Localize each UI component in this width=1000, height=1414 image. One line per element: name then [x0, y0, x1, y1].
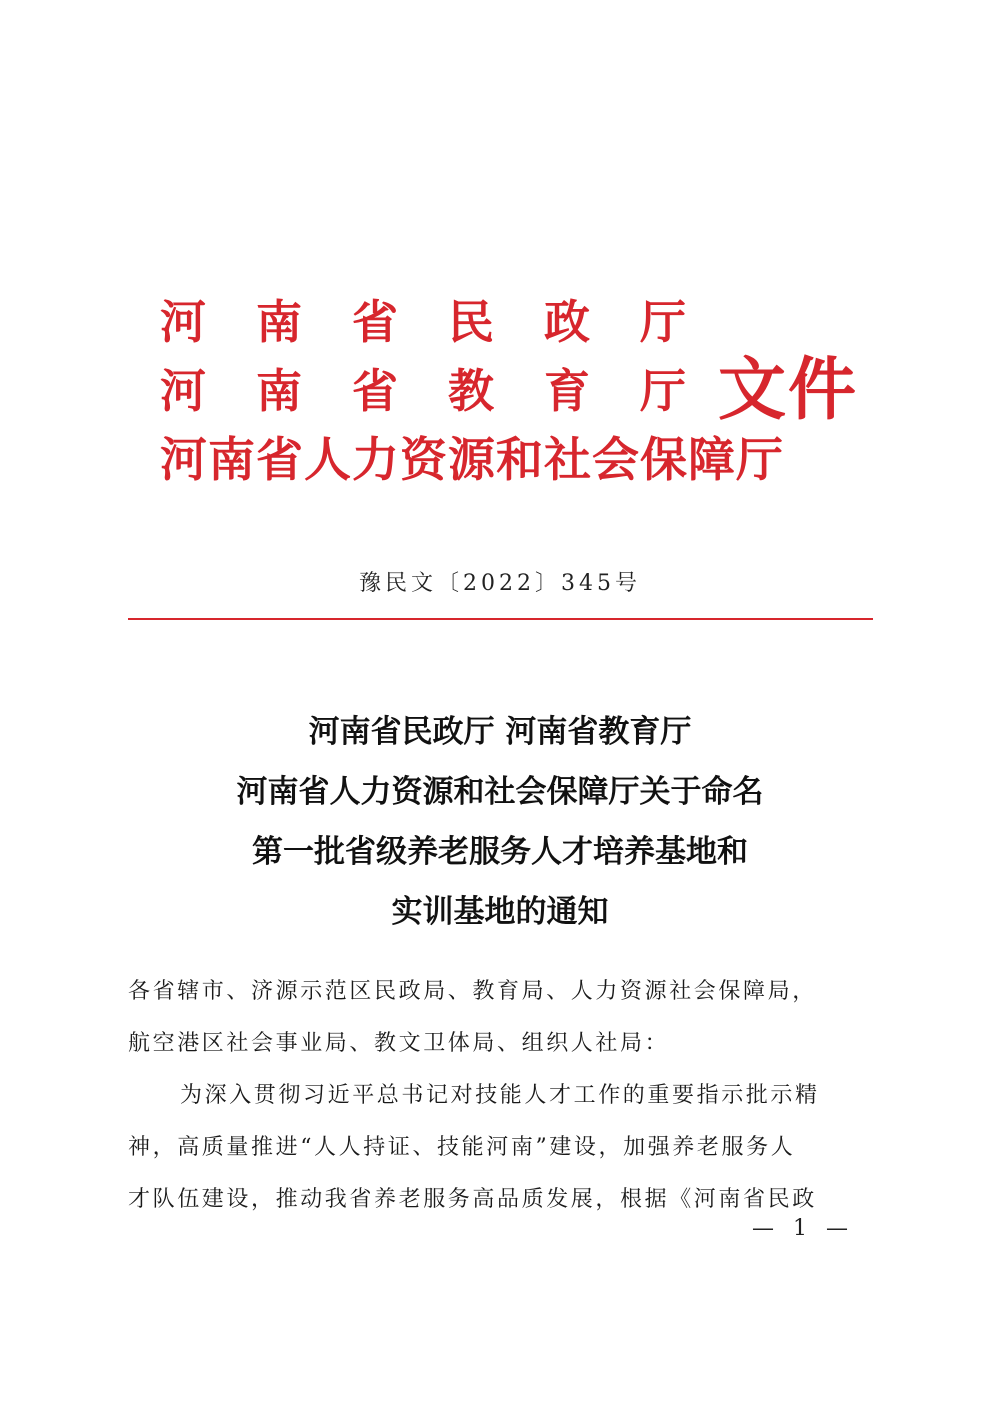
body-line-recipients: 各省辖市、济源示范区民政局、教育局、人力资源社会保障局，	[128, 979, 817, 1004]
body-line-paragraph: 才队伍建设，推动我省养老服务高品质发展，根据《河南省民政	[128, 1187, 817, 1212]
title-line: 河南省人力资源和社会保障厅关于命名	[236, 774, 764, 810]
title-line: 河南省民政厅 河南省教育厅	[308, 714, 692, 750]
document-number: 豫民文〔2022〕345号	[359, 571, 641, 596]
title-line: 第一批省级养老服务人才培养基地和	[252, 834, 748, 870]
document-title	[0, 702, 1000, 942]
issuer-human-resources: 河南省人力资源和社会保障厅	[160, 433, 784, 488]
document-body	[128, 966, 878, 1226]
red-divider	[128, 618, 873, 620]
body-line-paragraph: 神，高质量推进“人人持证、技能河南”建设，加强养老服务人	[128, 1135, 796, 1160]
body-line-recipients: 航空港区社会事业局、教文卫体局、组织人社局：	[128, 1031, 670, 1056]
title-line: 实训基地的通知	[391, 894, 609, 930]
document-type-label: 文件	[718, 351, 859, 430]
issuer-list	[160, 288, 784, 495]
body-line-paragraph: 为深入贯彻习近平总书记对技能人才工作的重要指示批示精	[180, 1083, 820, 1108]
page-number: — 1 —	[752, 1216, 854, 1241]
issuer-education: 河南省教育厅	[160, 364, 736, 418]
issuer-civil-affairs: 河南省民政厅	[160, 295, 736, 349]
